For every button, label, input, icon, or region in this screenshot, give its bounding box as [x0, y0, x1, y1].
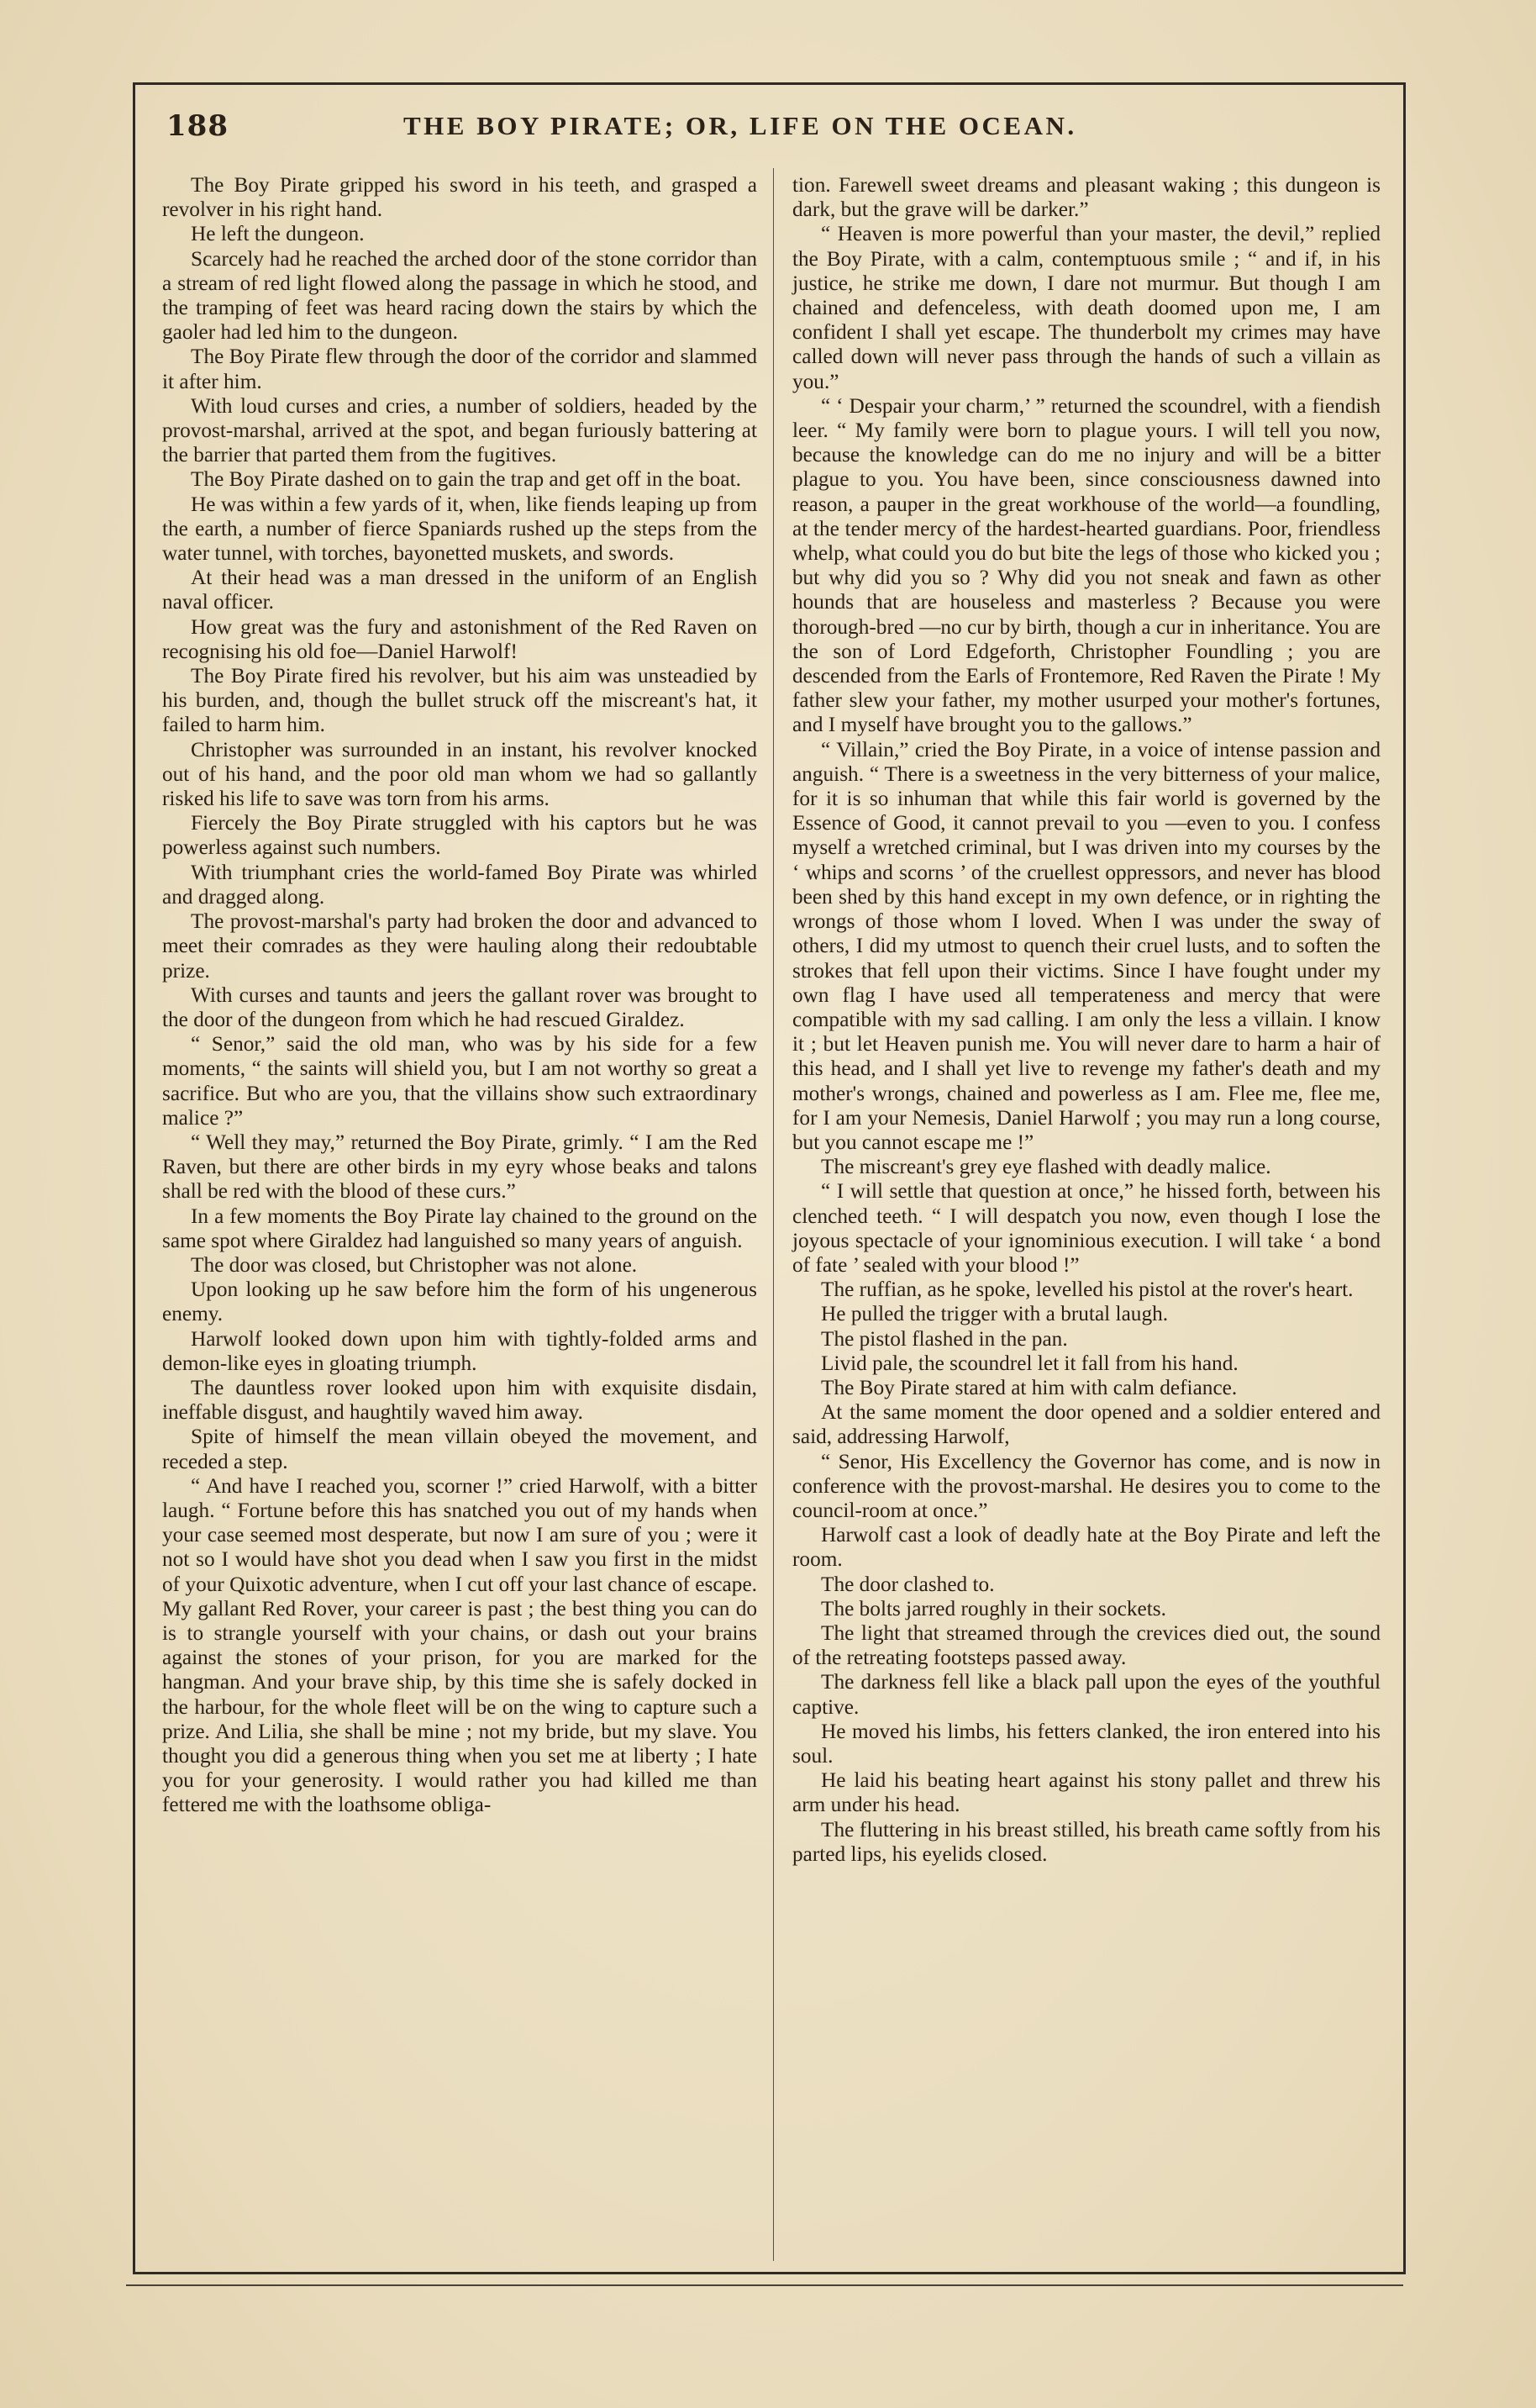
- right-column: [792, 173, 1381, 1867]
- paragraph: Upon looking up he saw before him the form of his ungenerous enemy.: [162, 1278, 757, 1326]
- left-column: [162, 173, 757, 1818]
- paragraph: The Boy Pirate fired his revolver, but his aim was unsteadied by his burden, and, though the bullet struck off the miscreant's hat, it failed to harm him.: [162, 664, 757, 737]
- column-divider: [773, 168, 774, 2261]
- paragraph: “ Villain,” cried the Boy Pirate, in a voice of intense passion and anguish. “ There is a sweetness in the very bitterness of your malice, for it is so inhuman that while this fair world is governed by the Essence of Good, it cannot prevail to you —even to you. I confess myself a wretched criminal, but I was driven into my courses by the ‘ whips and scorns ’ of the cruellest oppressors, and never has blood been shed by this hand except in my own defence, or in righting the wrongs of those whom I loved. When I was under the sway of others, I did my utmost to quench their cruel lusts, and to soften the strokes that fell upon their victims. Since I have fought under my own flag I have used all temperateness and mercy that were compatible with my sad calling. I am only the less a villain. I know it ; but let Heaven punish me. You will never dare to harm a hair of this head, and I shall yet live to revenge my father's death and my mother's wrongs, chained and powerless as I am. Flee me, flee me, for I am your Nemesis, Daniel Harwolf ; you may run a long course, but you cannot escape me !”: [792, 737, 1381, 1154]
- paragraph: Livid pale, the scoundrel let it fall from his hand.: [821, 1351, 1239, 1375]
- paragraph: The Boy Pirate stared at him with calm defiance.: [821, 1375, 1238, 1399]
- paragraph: The miscreant's grey eye flashed with deadly malice.: [821, 1155, 1271, 1179]
- paragraph: “ ‘ Despair your charm,’ ” returned the scoundrel, with a fiendish leer. “ My family were born to plague yours. I will tell you now, because the knowledge can do me no injury and will be a bitter plague to you. You have been, since consciousness dawned into reason, a pauper in the great workhouse of the world—a foundling, at the tender mercy of the hardest-hearted guardians. Poor, friendless whelp, what could you do but bite the legs of those who kicked you ; but why did you so ? Why did you not sneak and fawn as other hounds that are houseless and masterless ? Because you were thorough-bred —no cur by birth, though a cur in inheritance. You are the son of Lord Edgeforth, Christopher Foundling ; you are descended from the Earls of Frontemore, Red Raven the Pirate ! My father slew your father, my mother usurped your mother's fortunes, and I myself have brought you to the gallows.”: [792, 393, 1381, 737]
- paragraph: The door was closed, but Christopher was not alone.: [191, 1252, 638, 1277]
- paragraph: With curses and taunts and jeers the gallant rover was brought to the door of the dungeon from which he had rescued Giraldez.: [162, 983, 757, 1031]
- paragraph: The door clashed to.: [821, 1572, 995, 1596]
- paragraph: He moved his limbs, his fetters clanked, the iron entered into his soul.: [792, 1719, 1381, 1768]
- paragraph: At the same moment the door opened and a soldier entered and said, addressing Harwolf,: [792, 1400, 1381, 1449]
- page-number: 188: [166, 109, 229, 143]
- paragraph: The bolts jarred roughly in their sockets.: [821, 1596, 1166, 1620]
- paragraph: He left the dungeon.: [191, 222, 365, 246]
- page-header: [166, 109, 1376, 151]
- paragraph: The Boy Pirate gripped his sword in his teeth, and grasped a revolver in his right hand.: [162, 173, 757, 222]
- paragraph: The pistol flashed in the pan.: [821, 1326, 1068, 1351]
- paragraph: “ Senor,” said the old man, who was by his side for a few moments, “ the saints will shield you, but I am not worthy so great a sacrifice. But who are you, that the villains show such extraordinary malice ?”: [162, 1032, 757, 1130]
- paragraph: He pulled the trigger with a brutal laugh.: [821, 1302, 1169, 1326]
- paragraph: The fluttering in his breast stilled, his breath came softly from his parted lips, his eyelids closed.: [792, 1817, 1381, 1866]
- paragraph: tion. Farewell sweet dreams and pleasant waking ; this dungeon is dark, but the grave will be darker.”: [792, 173, 1381, 222]
- paragraph: “ And have I reached you, scorner !” cried Harwolf, with a bitter laugh. “ Fortune before this has snatched you out of my hands when your case seemed most desperate, but now I am sure of you ; were it not so I would have shot you dead when I saw you first in the midst of your Quixotic adventure, when I cut off your last chance of escape. My gallant Red Rover, your career is past ; the best thing you can do is to strangle yourself with your chains, or dash out your brains against the stones of your prison, for you are marked for the hangman. And your brave ship, by this time she is safely docked in the harbour, for the whole fleet will be on the wing to capture such a prize. And Lilia, she shall be mine ; not my bride, but my slave. You thought you did a generous thing when you set me at liberty ; I hate you for your generosity. I would rather you had killed me than fettered me with the loathsome obliga-: [162, 1473, 757, 1817]
- paragraph: Scarcely had he reached the arched door of the stone corridor than a stream of red light flowed along the passage in which he stood, and the tramping of feet was heard racing down the stairs by which the gaoler had led him to the dungeon.: [162, 246, 757, 345]
- paragraph: “ Heaven is more powerful than your master, the devil,” replied the Boy Pirate, with a calm, contemptuous smile ; “ and if, in his justice, he strike me down, I dare not murmur. But though I am chained and defenceless, with death doomed upon me, I am confident I shall yet escape. The thunderbolt my crimes may have called down will never pass through the hands of such a villain as you.”: [792, 222, 1381, 393]
- paragraph: Harwolf looked down upon him with tightly-folded arms and demon-like eyes in gloating triumph.: [162, 1326, 757, 1375]
- paragraph: “ I will settle that question at once,” he hissed forth, between his clenched teeth. “ I will despatch you now, even though I lose the joyous spectacle of your ignominious execution. I will take ‘ a bond of fate ’ sealed with your blood !”: [792, 1179, 1381, 1277]
- running-title: THE BOY PIRATE; OR, LIFE ON THE OCEAN.: [403, 111, 1077, 140]
- bottom-rule: [126, 2284, 1403, 2286]
- paragraph: The light that streamed through the crevices died out, the sound of the retreating footsteps passed away.: [792, 1620, 1381, 1670]
- paragraph: With triumphant cries the world-famed Boy Pirate was whirled and dragged along.: [162, 860, 757, 909]
- paragraph: The ruffian, as he spoke, levelled his pistol at the rover's heart.: [821, 1278, 1354, 1302]
- paragraph: How great was the fury and astonishment of the Red Raven on recognising his old foe—Daniel Harwolf!: [162, 614, 757, 663]
- paragraph: The Boy Pirate dashed on to gain the trap and get off in the boat.: [191, 467, 741, 492]
- paragraph: Christopher was surrounded in an instant, his revolver knocked out of his hand, and the poor old man whom we had so gallantly risked his life to save was torn from his arms.: [162, 737, 757, 811]
- paragraph: He was within a few yards of it, when, like fiends leaping up from the earth, a number of fierce Spaniards rushed up the steps from the water tunnel, with torches, bayonetted muskets, and swords.: [162, 492, 757, 566]
- paragraph: At their head was a man dressed in the uniform of an English naval officer.: [162, 566, 757, 614]
- paragraph: Fiercely the Boy Pirate struggled with his captors but he was powerless against such numbers.: [162, 811, 757, 860]
- paragraph: “ Well they may,” returned the Boy Pirate, grimly. “ I am the Red Raven, but there are other birds in my eyry whose beaks and talons shall be red with the blood of these curs.”: [162, 1130, 757, 1204]
- paragraph: The dauntless rover looked upon him with exquisite disdain, ineffable disgust, and haughtily waved him away.: [162, 1375, 757, 1425]
- paragraph: “ Senor, His Excellency the Governor has come, and is now in conference with the provost-marshal. He desires you to come to the council-room at once.”: [792, 1449, 1381, 1522]
- paragraph: The Boy Pirate flew through the door of the corridor and slammed it after him.: [162, 345, 757, 393]
- paragraph: Harwolf cast a look of deadly hate at the Boy Pirate and left the room.: [792, 1523, 1381, 1572]
- paragraph: He laid his beating heart against his stony pallet and threw his arm under his head.: [792, 1768, 1381, 1817]
- paragraph: The darkness fell like a black pall upon the eyes of the youthful captive.: [792, 1670, 1381, 1719]
- paragraph: The provost-marshal's party had broken the door and advanced to meet their comrades as they were hauling along their redoubtable prize.: [162, 909, 757, 983]
- paragraph: Spite of himself the mean villain obeyed the movement, and receded a step.: [162, 1425, 757, 1473]
- paragraph: With loud curses and cries, a number of soldiers, headed by the provost-marshal, arrived at the spot, and began furiously battering at the barrier that parted them from the fugitives.: [162, 393, 757, 467]
- paragraph: In a few moments the Boy Pirate lay chained to the ground on the same spot where Giraldez had languished so many years of anguish.: [162, 1204, 757, 1252]
